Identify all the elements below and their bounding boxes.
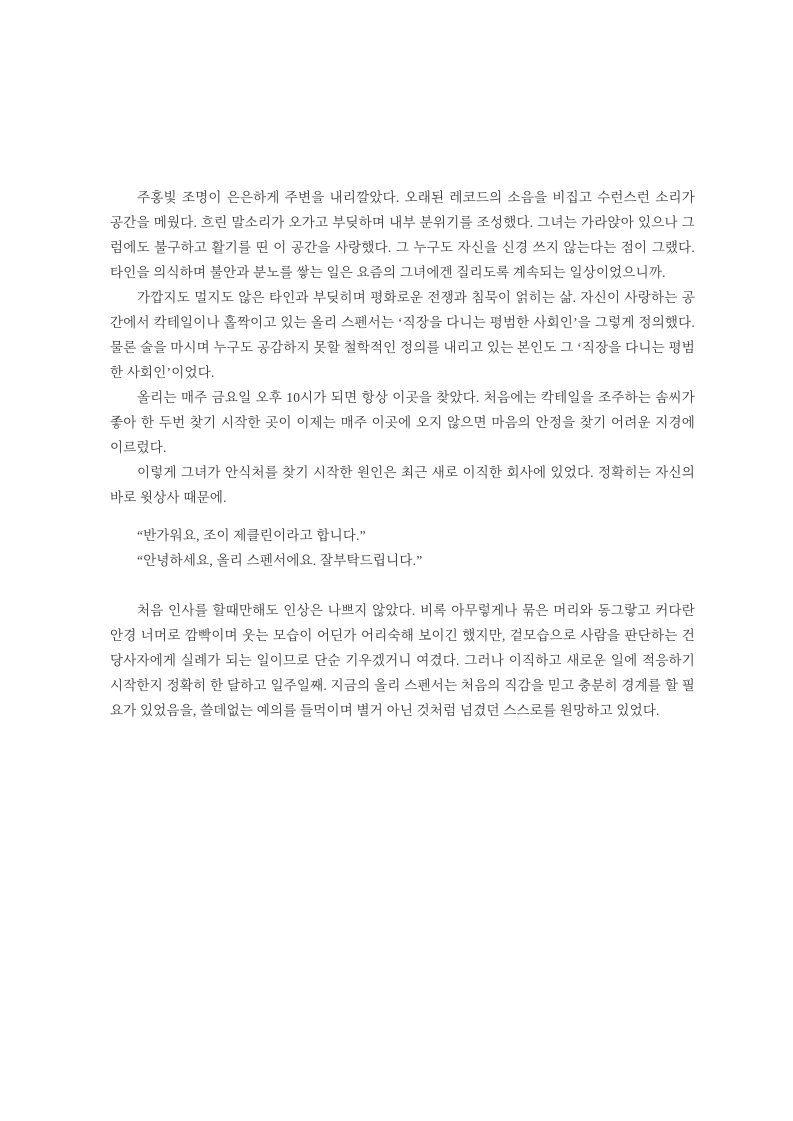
story-paragraph-1: 주홍빛 조명이 은은하게 주변을 내리깔았다. 오래된 레코드의 소음을 비집고 수런스런 소리가 공간을 메웠다. 흐린 말소리가 오가고 부딪하며 내부 분위기를 조성했다. 그녀는 가라앉아 있으나 그럼에도 불구하고 활기를 띤 이 공간을 사랑했다. 그 누구도 자신을 신경 쓰지 않는다는 점이 그랬다. 타인을 의식하며 불안과 분노를 쌓는 일은 요즘의 그녀에겐 질리도록 계속되는 일상이었으니까. <box>110 190 695 280</box>
story-text-column <box>110 185 695 723</box>
story-paragraph-2: 가깝지도 멀지도 않은 타인과 부딪히며 평화로운 전쟁과 침묵이 얽히는 삶. 자신이 사랑하는 공간에서 칵테일이나 홀짝이고 있는 올리 스펜서는 ‘직장을 다니는 평범한 사회인’을 그렇게 정의했다. 물론 술을 마시며 누구도 공감하지 못할 철학적인 정의를 내리고 있는 본인도 그 ‘직장을 다니는 평범한 사회인’이었다. <box>110 290 695 380</box>
story-paragraph-4: 이렇게 그녀가 안식처를 찾기 시작한 원인은 최근 새로 이직한 회사에 있었다. 정확히는 자신의 바로 윗상사 때문에. <box>110 465 695 505</box>
dialogue-group <box>110 523 695 573</box>
story-paragraph-5: 처음 인사를 할때만해도 인상은 나쁘지 않았다. 비록 아무렇게나 묶은 머리와 동그랗고 커다란 안경 너머로 깜빡이며 웃는 모습이 어딘가 어리숙해 보이긴 했지만, 겉모습으로 사람을 판단하는 건 당사자에게 실례가 되는 일이므로 단순 기우겠거니 여겼다. 그러나 이직하고 새로운 일에 적응하기 시작한지 정확히 한 달하고 일주일째. 지금의 올리 스펜서는 처음의 직감을 믿고 충분히 경계를 할 필요가 있었음을, 쓸데없는 예의를 들먹이며 별거 아닌 것처럼 넘겼던 스스로를 원망하고 있었다. <box>110 603 695 718</box>
dialogue-line-2: “안녕하세요, 올리 스펜서에요. 잘부탁드립니다.” <box>137 553 423 568</box>
story-paragraph-3: 올리는 매주 금요일 오후 10시가 되면 항상 이곳을 찾았다. 처음에는 칵테일을 조주하는 솜씨가 좋아 한 두번 찾기 시작한 곳이 이제는 매주 이곳에 오지 않으면 마음의 안정을 찾기 어려운 지경에 이르렀다. <box>110 390 695 455</box>
dialogue-line-1: “반가워요, 조이 제클린이라고 합니다.” <box>137 528 366 543</box>
